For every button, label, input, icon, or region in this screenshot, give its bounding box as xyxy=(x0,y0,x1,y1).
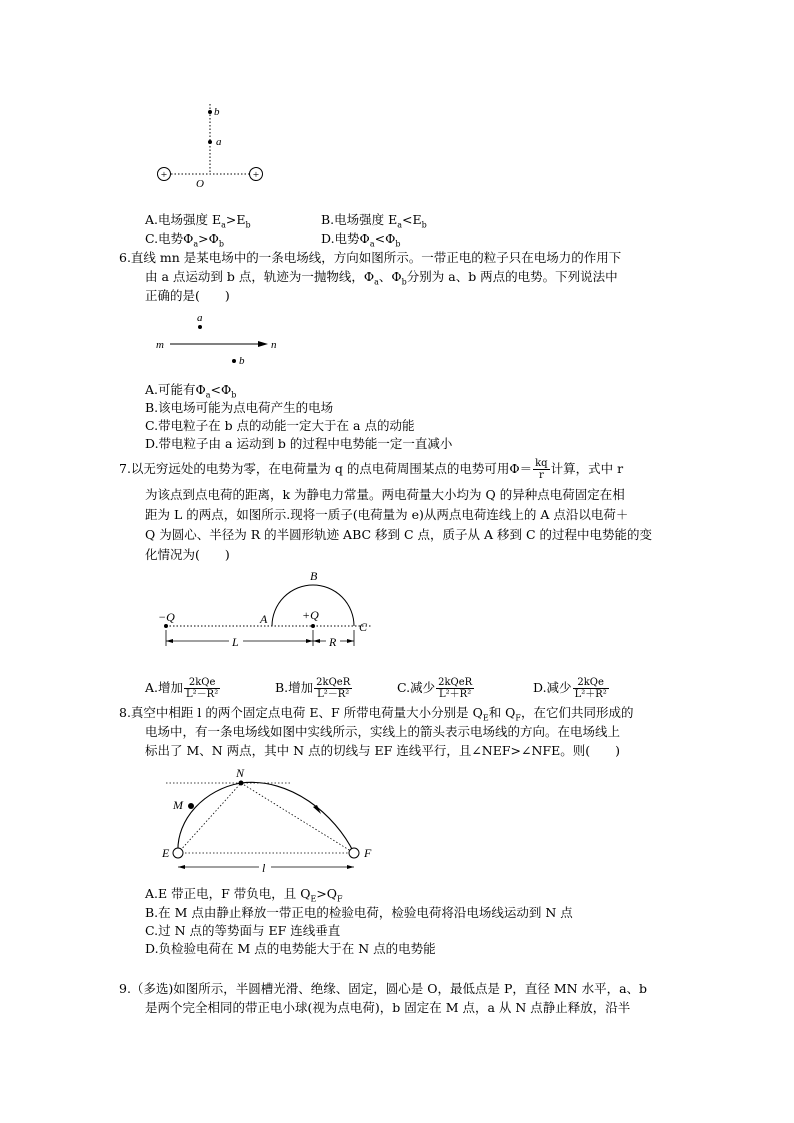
q8-point-m xyxy=(188,803,194,809)
q5-option-b[interactable]: B.电场强度 $E_a<E_b$ xyxy=(321,212,427,230)
q6-arrow-icon xyxy=(258,341,268,347)
q7-label-b: B xyxy=(310,569,318,583)
q5-point-a xyxy=(208,140,212,144)
q7-stem-line4: Q 为圆心、半径为 R 的半圆形轨迹 ABC 移到 C 点，质子从 A 移到 C 的过程中电势能的变 xyxy=(145,527,653,542)
q5-plus-right: + xyxy=(252,169,260,181)
q5-plus-left: + xyxy=(160,169,168,181)
q7-stem-line5: 化情况为( ) xyxy=(145,547,230,562)
q8-option-b[interactable]: B.在 M 点由静止释放一带正电的检验电荷，检验电荷将沿电场线运动到 N 点 xyxy=(145,905,573,920)
q6-figure xyxy=(150,308,280,374)
q7-option-b[interactable]: B.增加 $\frac{\text{2kQeR}}{\text{L²－R²}}$ xyxy=(275,677,351,700)
q7-option-a[interactable]: A.增加 $\frac{\text{2kQe}}{\text{L²－R²}}$ xyxy=(145,677,219,700)
q7-stem-line3: 距为 L 的两点，如图所示.现将一质子(电荷量为 e)从两点电荷连线上的 A 点沿以电荷＋ xyxy=(145,507,629,522)
q6-option-c[interactable]: C.带电粒子在 b 点的动能一定大于在 a 点的动能 xyxy=(145,418,415,433)
q9-stem-line1: 9.（多选)如图所示，半圆槽光滑、绝缘、固定，圆心是 O，最低点是 P，直径 MN 水平，a、b xyxy=(119,981,648,996)
q6-point-a xyxy=(198,325,202,329)
q8-label-n: N xyxy=(236,766,245,780)
q6-stem-line1: 6.直线 mn 是某电场中的一条电场线，方向如图所示。一带正电的粒子只在电场力的作用下 xyxy=(119,250,622,265)
q6-option-b[interactable]: B.该电场可能为点电荷产生的电场 xyxy=(145,400,334,415)
q6-option-a[interactable]: A.可能有$\Phi_a<\Phi_b$ xyxy=(145,382,237,400)
q7-option-d[interactable]: D.减少 $\frac{\text{2kQe}}{\text{L²＋R²}}$ xyxy=(533,677,607,700)
q7-option-c[interactable]: C.减少 $\frac{\text{2kQeR}}{\text{L²＋R²}}$ xyxy=(397,677,473,700)
q7-label-l: L xyxy=(232,635,239,649)
q5-label-b: b xyxy=(214,106,220,118)
q6-label-n: n xyxy=(271,339,277,351)
q7-label-c: C xyxy=(359,620,368,634)
q8-option-d[interactable]: D.负检验电荷在 M 点的电势能大于在 N 点的电势能 xyxy=(145,941,436,956)
q7-figure xyxy=(150,562,390,662)
q8-stem-line2: 电场中，有一条电场线如图中实线所示，实线上的箭头表示电场线的方向。在电场线上 xyxy=(145,724,621,739)
q7-charge-posq xyxy=(311,624,315,628)
q7-label-r: R xyxy=(329,635,337,649)
q5-option-c[interactable]: C.电势$\Phi_a>\Phi_b$ xyxy=(145,231,224,249)
q6-label-b: b xyxy=(239,355,245,367)
q5-figure xyxy=(150,98,275,198)
q9-stem-line2: 是两个完全相同的带正电小球(视为点电荷)，b 固定在 M 点，a 从 N 点静止释放，沿半 xyxy=(145,1000,631,1015)
q8-figure xyxy=(150,764,390,884)
q8-charge-e xyxy=(173,848,183,858)
q7-stem-line2: 为该点到点电荷的距离，k 为静电力常量。两电荷量大小均为 Q 的异种点电荷固定在相 xyxy=(145,487,625,502)
q8-option-a[interactable]: A.E 带正电，F 带负电，且 $Q_E>Q_F$ xyxy=(145,886,343,904)
q5-option-d[interactable]: D.电势$\Phi_a<\Phi_b$ xyxy=(321,231,401,249)
q8-label-f: F xyxy=(364,846,372,860)
q5-option-a[interactable]: A.电场强度 $E_a>E_b$ xyxy=(145,212,251,230)
q7-fraction-kq-r: $\frac{kq}{r}$ xyxy=(535,458,548,481)
q6-stem-line3: 正确的是( ) xyxy=(145,288,230,303)
q8-label-l: l xyxy=(262,861,266,875)
q6-option-d[interactable]: D.带电粒子由 a 运动到 b 的过程中电势能一定一直减小 xyxy=(145,436,453,451)
q7-stem-line1: 7.以无穷远处的电势为零，在电荷量为 q 的点电荷周围某点的电势可用Φ＝ $\frac{kq}{r}$ 计算，式中 r xyxy=(119,458,624,481)
q8-option-c[interactable]: C.过 N 点的等势面与 EF 连线垂直 xyxy=(145,923,341,938)
q7-label-posq: +Q xyxy=(302,608,319,622)
q8-label-m: M xyxy=(173,798,183,812)
q7-label-a: A xyxy=(260,612,268,626)
q6-label-m: m xyxy=(156,339,164,351)
q5-point-b xyxy=(208,110,212,114)
q6-stem-line2: 由 a 点运动到 b 点，轨迹为一抛物线，$\Phi_a$、$\Phi_b$分别为 a、b 两点的电势。下列说法中 xyxy=(145,269,618,287)
q8-stem-line3: 标出了 M、N 两点，其中 N 点的切线与 EF 连线平行，且∠NEF>∠NFE。则( ) xyxy=(145,743,620,758)
q8-charge-f xyxy=(349,848,359,858)
q5-label-o: O xyxy=(196,178,204,190)
q6-label-a: a xyxy=(197,312,203,324)
q5-label-a: a xyxy=(216,136,222,148)
q6-point-b xyxy=(232,359,236,363)
q8-stem-line1: 8.真空中相距 l 的两个固定点电荷 E、F 所带电荷量大小分别是 $Q_E$和 $Q_F$，在它们共同形成的 xyxy=(119,705,634,723)
q8-label-e: E xyxy=(162,846,170,860)
q7-label-negq: −Q xyxy=(158,610,175,624)
q8-point-n xyxy=(239,781,244,786)
q7-charge-negq xyxy=(164,624,168,628)
